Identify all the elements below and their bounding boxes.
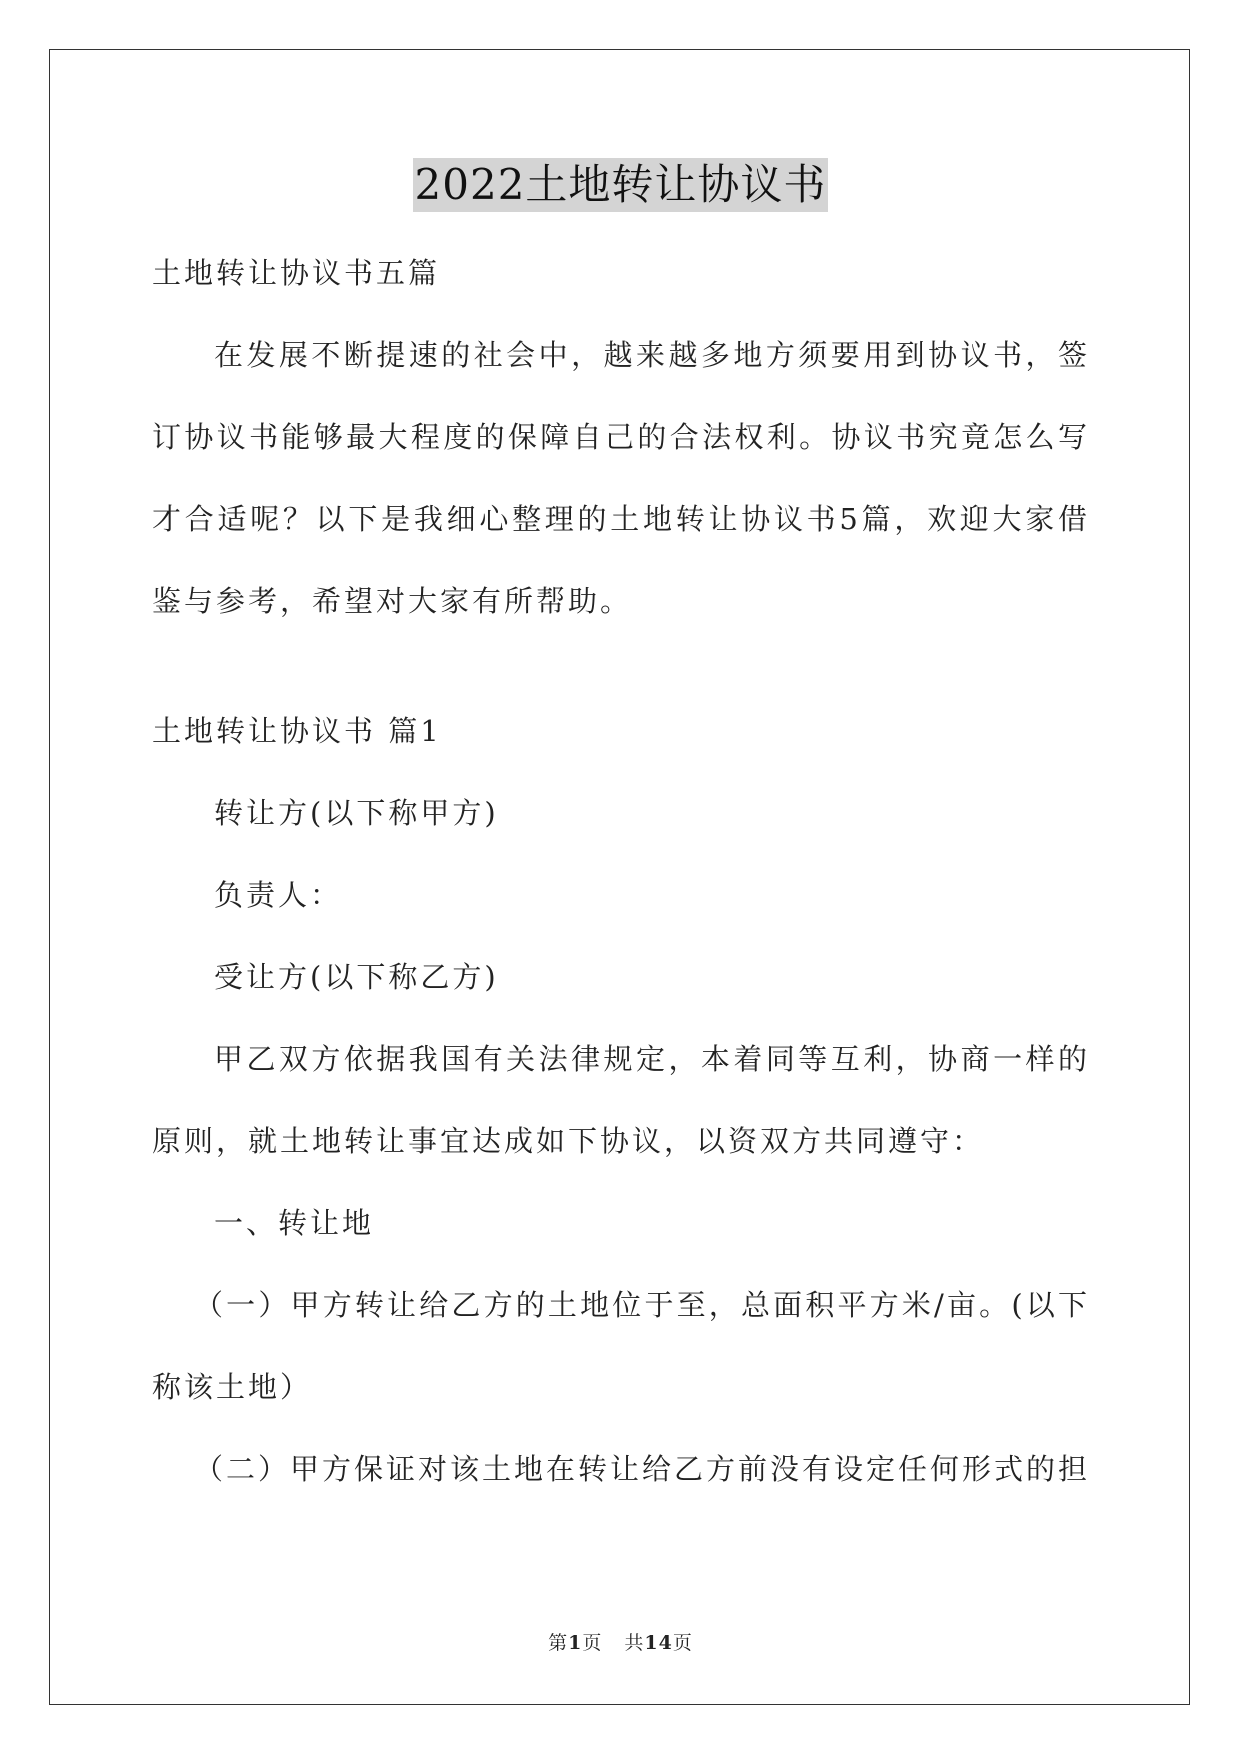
page-footer xyxy=(0,1628,1241,1655)
intro-paragraph: 在发展不断提速的社会中，越来越多地方须要用到协议书，签订协议书能够最大程度的保障自己的合法权利。协议书究竟怎么写才合适呢？以下是我细心整理的土地转让协议书5篇，欢迎大家借鉴与参考，希望对大家有所帮助。 xyxy=(152,338,1090,618)
party-b-line: 受让方(以下称乙方) xyxy=(214,960,499,994)
responsible-person-line: 负责人： xyxy=(214,878,343,912)
total-prefix: 共 xyxy=(624,1632,645,1654)
title-container xyxy=(0,158,1241,212)
page-number: 1 xyxy=(568,1632,583,1654)
total-unit: 页 xyxy=(672,1632,693,1654)
clause-heading-1: 一、转让地 xyxy=(214,1206,375,1240)
document-body xyxy=(152,232,1090,1510)
clause-1-item-2: （二）甲方保证对该土地在转让给乙方前没有设定任何形式的担 xyxy=(194,1452,1091,1486)
section-heading: 土地转让协议书 篇1 xyxy=(152,714,442,748)
page-total: 14 xyxy=(644,1632,673,1654)
clause-1-item-1: （一）甲方转让给乙方的土地位于至，总面积平方米/亩。(以下称该土地） xyxy=(152,1288,1090,1404)
document-title: 2022土地转让协议书 xyxy=(413,158,829,212)
page-unit: 页 xyxy=(582,1632,603,1654)
page-prefix: 第 xyxy=(548,1632,569,1654)
party-a-line: 转让方(以下称甲方) xyxy=(214,796,499,830)
subtitle-paragraph: 土地转让协议书五篇 xyxy=(152,256,441,290)
agreement-principle-paragraph: 甲乙双方依据我国有关法律规定，本着同等互利，协商一样的原则，就土地转让事宜达成如下协议，以资双方共同遵守： xyxy=(152,1042,1090,1158)
